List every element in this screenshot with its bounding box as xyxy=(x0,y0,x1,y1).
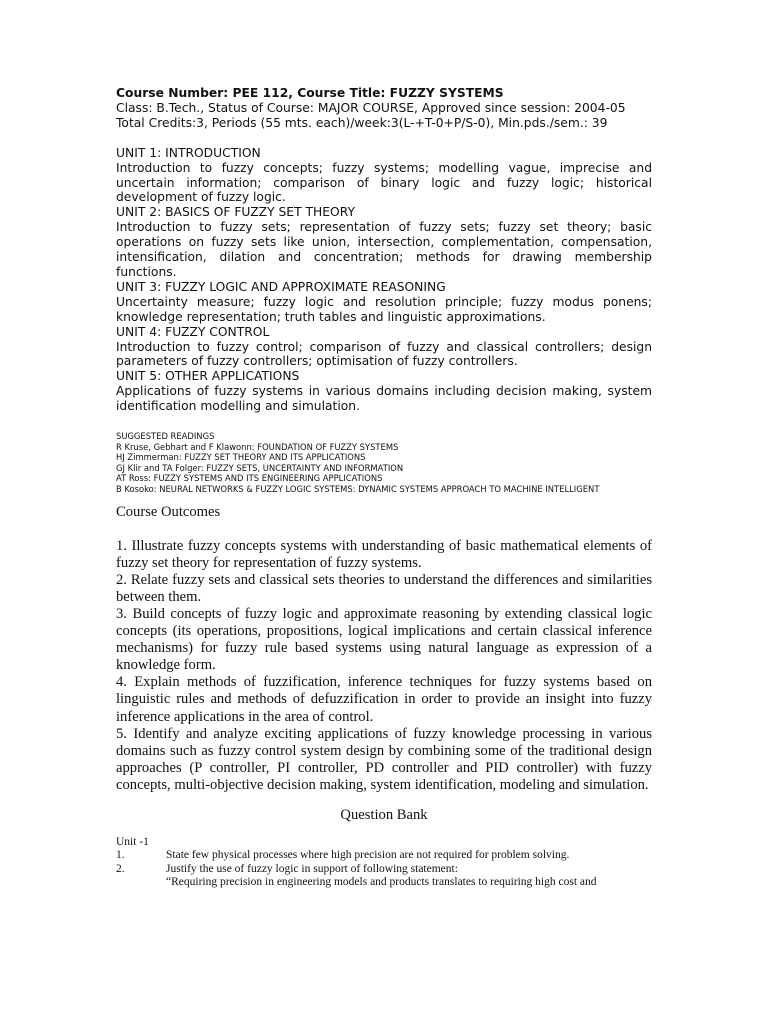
unit-heading: UNIT 3: FUZZY LOGIC AND APPROXIMATE REASONING xyxy=(116,279,446,294)
question-item xyxy=(116,849,652,862)
unit-body: Introduction to fuzzy control; comparison of fuzzy and classical controllers; design parameters of fuzzy controllers; optimisation of fuzzy controllers. xyxy=(116,339,652,369)
question-quote: “Requiring precision in engineering models and products translates to requiring high cost and xyxy=(166,875,597,888)
question-text: State few physical processes where high precision are not required for problem solving. xyxy=(166,849,570,862)
outcome-item: 5. Identify and analyze exciting applications of fuzzy knowledge processing in various domains such as fuzzy control system design by combining some of the traditional design approaches (P controller, PI controller, PD controller and PID controller) with fuzzy concepts, multi-objective decision making, system identification, modeling and simulation. xyxy=(116,725,652,793)
class-line: Class: B.Tech., Status of Course: MAJOR COURSE, Approved since session: 2004-05 xyxy=(116,100,626,115)
reading-item: B Kosoko: NEURAL NETWORKS & FUZZY LOGIC SYSTEMS: DYNAMIC SYSTEMS APPROACH TO MACHINE INTELLIGENT xyxy=(116,484,600,494)
question-bank xyxy=(116,836,652,889)
question-number: 1. xyxy=(116,849,125,862)
unit-block xyxy=(116,146,652,206)
reading-item: GJ Klir and TA Folger: FUZZY SETS, UNCERTAINTY AND INFORMATION xyxy=(116,462,404,473)
reading-item: R Kruse, Gebhart and F Klawonn: FOUNDATION OF FUZZY SYSTEMS xyxy=(116,441,399,452)
unit-block xyxy=(116,369,652,414)
suggested-readings xyxy=(116,431,652,495)
unit-body: Introduction to fuzzy sets; representation of fuzzy sets; fuzzy set theory; basic operations on fuzzy sets like union, intersection, complementation, compensation, intensification, dilation and concentration; methods for drawing membership functions. xyxy=(116,220,652,279)
outcomes-list xyxy=(116,538,652,794)
unit-body: Introduction to fuzzy concepts; fuzzy systems; modelling vague, imprecise and uncertain information; comparison of binary logic and fuzzy logic; historical development of fuzzy logic. xyxy=(116,160,652,205)
outcomes-heading: Course Outcomes xyxy=(116,503,221,520)
unit-heading: UNIT 5: OTHER APPLICATIONS xyxy=(116,369,300,384)
course-header xyxy=(116,86,652,131)
unit-body: Applications of fuzzy systems in various domains including decision making, system identification modelling and simulation. xyxy=(116,384,652,414)
readings-heading: SUGGESTED READINGS xyxy=(116,431,215,442)
unit-block xyxy=(116,205,652,280)
question-item xyxy=(116,863,652,876)
unit-block xyxy=(116,280,652,325)
reading-item: AT Ross: FUZZY SYSTEMS AND ITS ENGINEERING APPLICATIONS xyxy=(116,473,383,484)
unit-heading: UNIT 2: BASICS OF FUZZY SET THEORY xyxy=(116,205,355,220)
document-page xyxy=(116,86,652,889)
unit-block xyxy=(116,325,652,370)
credits-line: Total Credits:3, Periods (55 mts. each)/week:3(L-+T-0+P/S-0), Min.pds./sem.: 39 xyxy=(116,115,608,130)
unit-heading: UNIT 1: INTRODUCTION xyxy=(116,145,261,160)
question-number: 2. xyxy=(116,862,125,875)
question-bank-heading: Question Bank xyxy=(340,807,428,823)
unit-label: Unit -1 xyxy=(116,836,149,848)
reading-item: HJ Zimmerman: FUZZY SET THEORY AND ITS APPLICATIONS xyxy=(116,452,366,463)
question-text: Justify the use of fuzzy logic in support of following statement: xyxy=(166,862,458,875)
outcome-item: 4. Explain methods of fuzzification, inference techniques for fuzzy systems based on linguistic rules and methods of defuzzification in order to provide an insight into fuzzy inference applications in the area of control. xyxy=(116,674,652,725)
outcome-item: 1. Illustrate fuzzy concepts systems with understanding of basic mathematical elements of fuzzy set theory for representation of fuzzy systems. xyxy=(116,537,652,571)
outcome-item: 2. Relate fuzzy sets and classical sets theories to understand the differences and similarities between them. xyxy=(116,571,652,605)
units-section xyxy=(116,146,652,414)
unit-body: Uncertainty measure; fuzzy logic and resolution principle; fuzzy modus ponens; knowledge representation; truth tables and linguistic approximations. xyxy=(116,294,652,324)
unit-heading: UNIT 4: FUZZY CONTROL xyxy=(116,324,270,339)
outcome-item: 3. Build concepts of fuzzy logic and approximate reasoning by extending classical logic concepts (its operations, propositions, logical implications and certain classical inference mechanisms) for fuzzy rule based systems using natural language as expression of a knowledge form. xyxy=(116,605,652,674)
course-title: Course Number: PEE 112, Course Title: FUZZY SYSTEMS xyxy=(116,86,504,100)
